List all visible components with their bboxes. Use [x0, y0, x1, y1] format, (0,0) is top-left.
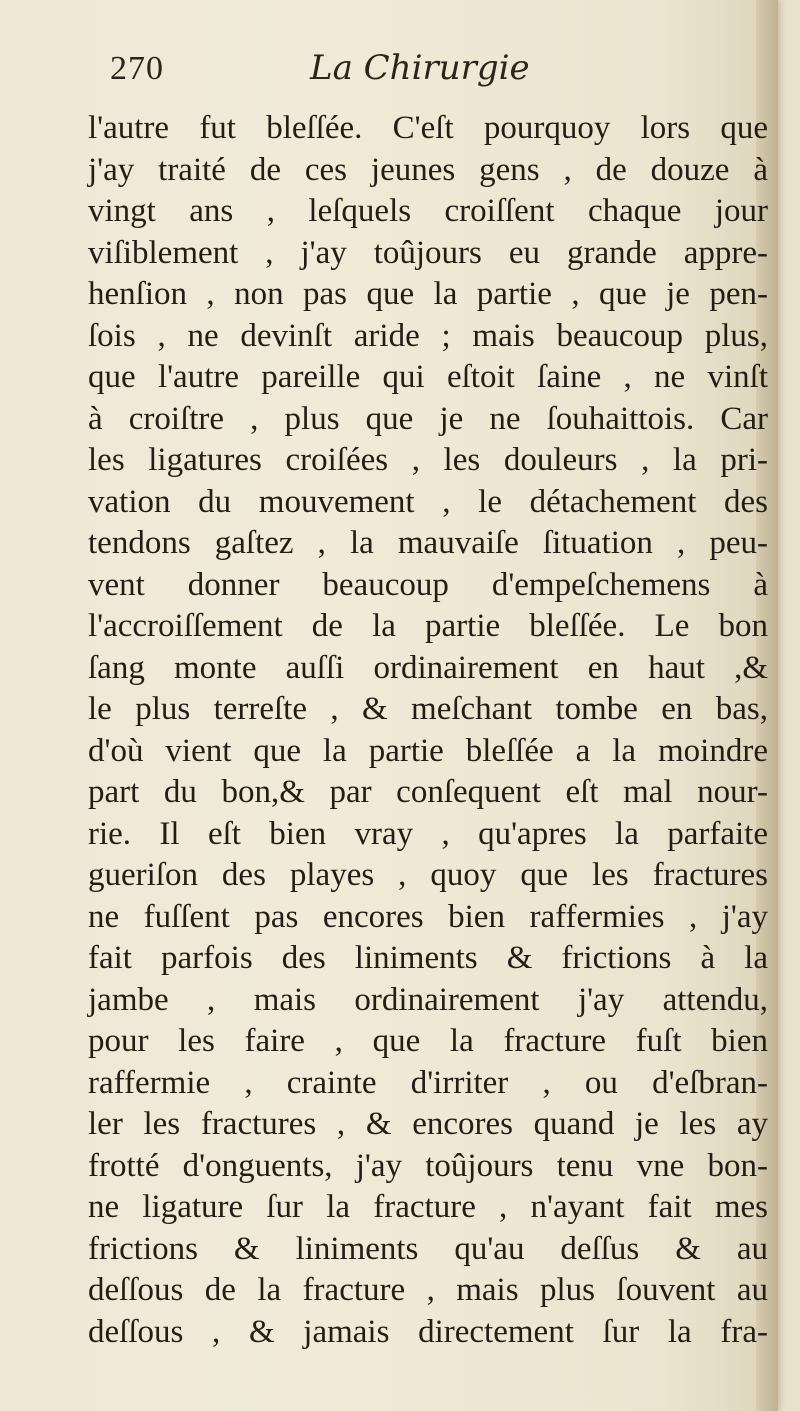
page-number: 270	[110, 50, 164, 87]
body-text	[88, 108, 768, 1353]
text-line: vingt ans , leſquels croiſſent chaque jour	[88, 193, 768, 229]
text-line: j'ay traité de ces jeunes gens , de douze à	[88, 151, 768, 188]
text-line: ler les fractures , & encores quand je les ay	[88, 1106, 768, 1142]
text-line: l'accroiſſement de la partie bleſſée. Le bon	[88, 608, 768, 644]
text-line: deſſous , & jamais directement ſur la fra-	[88, 1313, 768, 1350]
text-line: ſois , ne devinſt aride ; mais beaucoup plus,	[88, 317, 768, 354]
text-line: tendons gaſtez , la mauvaiſe ſituation , peu-	[88, 525, 768, 561]
text-line: henſion , non pas que la partie , que je pen-	[88, 276, 768, 312]
text-line: que l'autre pareille qui eſtoit ſaine , ne vinſt	[88, 359, 768, 395]
text-line: part du bon,& par conſequent eſt mal nour-	[88, 774, 768, 810]
text-line: vation du mouvement , le détachement des	[88, 483, 768, 520]
running-title: La Chirurgie	[310, 48, 530, 88]
text-line: jambe , mais ordinairement j'ay attendu,	[88, 981, 768, 1018]
text-line: d'où vient que la partie bleſſée a la moindre	[88, 732, 768, 769]
text-line: frotté d'onguents, j'ay toûjours tenu vne bon-	[88, 1147, 768, 1184]
text-line: fait parfois des liniments & frictions à la	[88, 940, 768, 976]
text-line: deſſous de la fracture , mais plus ſouvent au	[88, 1272, 768, 1308]
text-line: viſiblement , j'ay toûjours eu grande appre-	[88, 234, 768, 271]
text-line: l'autre fut bleſſée. C'eſt pourquoy lors que	[88, 110, 768, 146]
text-line: le plus terreſte , & meſchant tombe en bas,	[88, 691, 768, 727]
text-line: gueriſon des playes , quoy que les fractures	[88, 857, 768, 893]
text-line: raffermie , crainte d'irriter , ou d'eſbran-	[88, 1064, 768, 1101]
text-line: pour les faire , que la fracture fuſt bien	[88, 1023, 768, 1059]
text-line: vent donner beaucoup d'empeſchemens à	[88, 566, 768, 603]
text-line: ne fuſſent pas encores bien raffermies , j'ay	[88, 898, 768, 935]
running-head	[110, 44, 750, 94]
text-line: rie. Il eſt bien vray , qu'apres la parfaite	[88, 815, 768, 852]
text-line: les ligatures croiſées , les douleurs , la pri-	[88, 442, 768, 478]
text-line: à croiſtre , plus que je ne ſouhaittois. Car	[88, 400, 768, 437]
text-line: frictions & liniments qu'au deſſus & au	[88, 1230, 768, 1267]
text-line: ne ligature ſur la fracture , n'ayant fait mes	[88, 1189, 768, 1225]
text-line: ſang monte auſſi ordinairement en haut ,&	[88, 649, 768, 686]
